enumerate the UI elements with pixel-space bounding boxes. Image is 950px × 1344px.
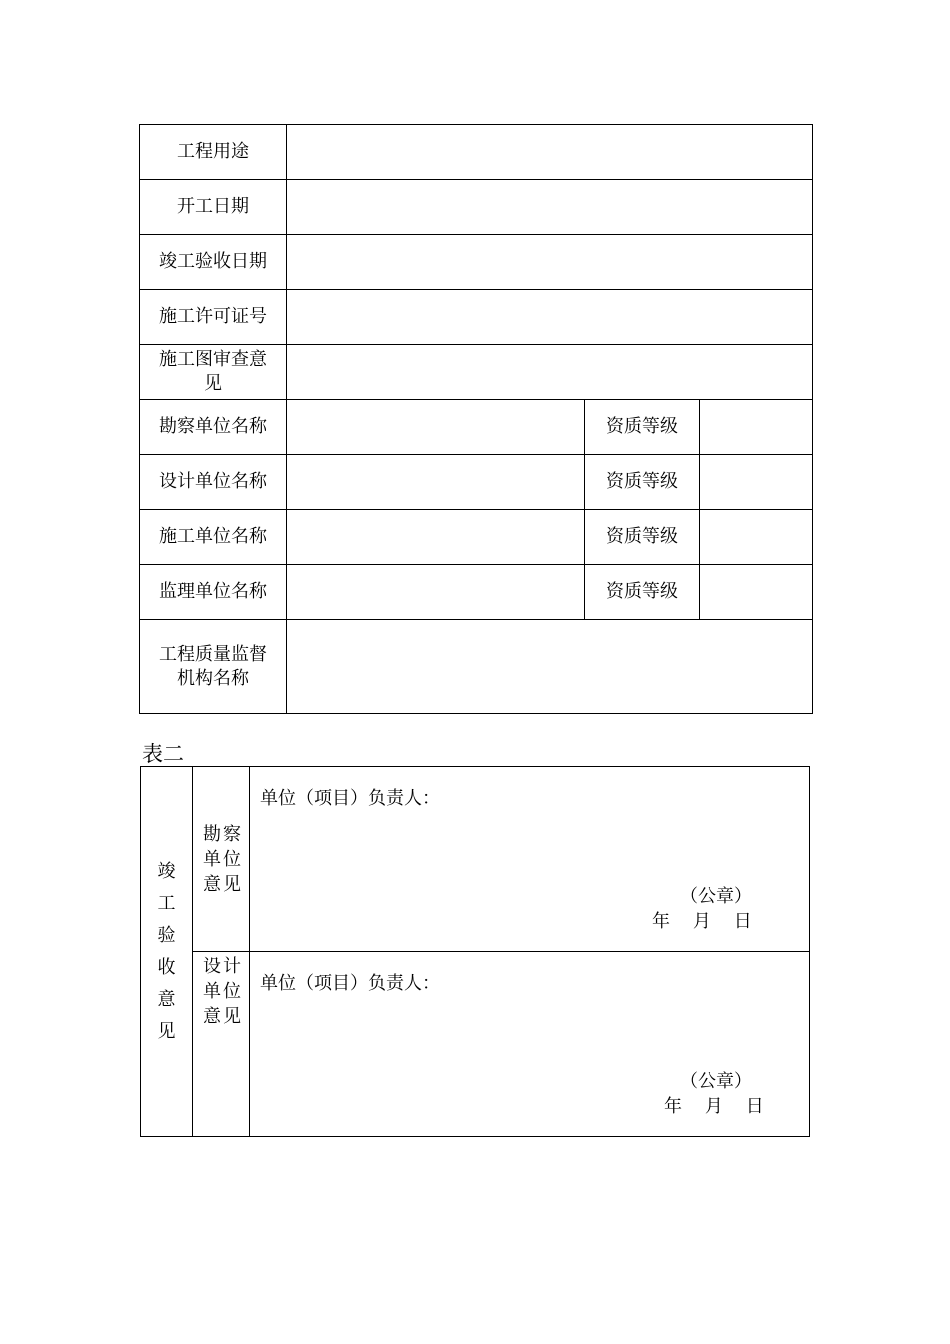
table-row [140,345,813,400]
field-value-supervision-grade[interactable] [700,565,813,620]
table-row [140,510,813,565]
design-opinion-field[interactable] [250,952,810,1137]
survey-date-line: 年 月 日 [652,911,752,932]
field-value-supervision-unit[interactable] [287,565,585,620]
field-value-usage[interactable] [287,125,813,180]
survey-person-line: 单位（项目）负责人： [260,788,440,809]
table-caption: 表二 [142,742,184,766]
field-label-usage: 工程用途 [140,125,287,180]
table-row [140,125,813,180]
table-row [141,952,810,1137]
field-label-supervision-grade: 资质等级 [585,565,700,620]
design-date-line: 年 月 日 [664,1096,764,1117]
field-label-design-unit: 设计单位名称 [140,455,287,510]
field-label-construction-unit: 施工单位名称 [140,510,287,565]
title-char: 意 [157,988,176,1010]
table-row [140,235,813,290]
field-label-construction-grade: 资质等级 [585,510,700,565]
title-char: 验 [157,924,176,946]
field-label-survey-unit: 勘察单位名称 [140,400,287,455]
title-char: 见 [157,1020,176,1042]
field-value-acceptance-date[interactable] [287,235,813,290]
design-opinion-label: 设计单位意见 [193,952,250,1137]
title-char: 竣 [157,860,176,882]
table-row [140,565,813,620]
table-row [141,767,810,952]
survey-opinion-field[interactable] [250,767,810,952]
field-value-permit-number[interactable] [287,290,813,345]
table-row [140,455,813,510]
field-label-design-grade: 资质等级 [585,455,700,510]
field-value-drawing-review[interactable] [287,345,813,400]
table-row [140,400,813,455]
field-value-survey-unit[interactable] [287,400,585,455]
field-label-drawing-review: 施工图审查意见 [140,345,287,400]
field-value-design-grade[interactable] [700,455,813,510]
survey-opinion-label: 勘察单位意见 [193,767,250,952]
field-label-survey-grade: 资质等级 [585,400,700,455]
design-person-line: 单位（项目）负责人： [260,973,440,994]
field-value-quality-agency[interactable] [287,620,813,714]
field-label-start-date: 开工日期 [140,180,287,235]
field-label-permit-number: 施工许可证号 [140,290,287,345]
table-row [140,180,813,235]
field-value-design-unit[interactable] [287,455,585,510]
table-row [140,290,813,345]
field-value-start-date[interactable] [287,180,813,235]
field-label-quality-agency: 工程质量监督机构名称 [140,620,287,714]
title-char: 收 [157,956,176,978]
design-seal-label: （公章） [680,1071,752,1092]
field-value-survey-grade[interactable] [700,400,813,455]
acceptance-opinion-title [141,767,193,1137]
field-label-supervision-unit: 监理单位名称 [140,565,287,620]
field-value-construction-unit[interactable] [287,510,585,565]
project-info-table [139,124,813,714]
survey-seal-label: （公章） [680,886,752,907]
field-value-construction-grade[interactable] [700,510,813,565]
table-row [140,620,813,714]
title-char: 工 [157,892,176,914]
field-label-acceptance-date: 竣工验收日期 [140,235,287,290]
acceptance-opinion-table [140,766,810,1137]
